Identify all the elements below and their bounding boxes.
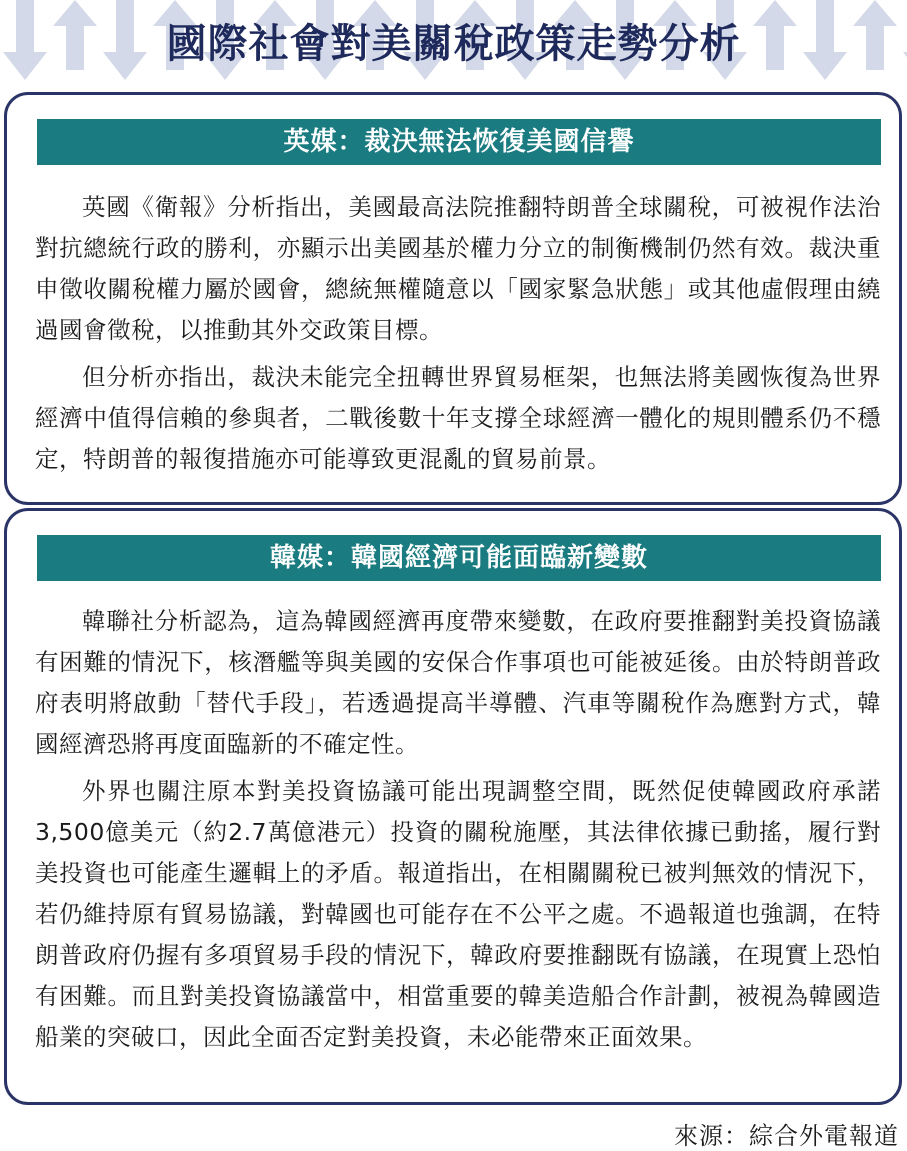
paragraph-uk-1: 英國《衛報》分析指出，美國最高法院推翻特朗普全球關稅，可被視作法治對抗總統行政的勝利，亦顯示出美國基於權力分立的制衡機制仍然有效。裁決重申徵收關稅權力屬於國會，總統無權隨意以「國家緊急狀態」或其他虛假理由繞過國會徵稅，以推動其外交政策目標。 [35, 193, 881, 344]
section-header-uk: 英媒：裁決無法恢復美國信譽 [37, 119, 881, 165]
section-uk-media [4, 92, 902, 505]
paragraph-korea-1: 韓聯社分析認為，這為韓國經濟再度帶來變數，在政府要推翻對美投資協議有困難的情況下，核潛艦等與美國的安保合作事項也可能被延後。由於特朗普政府表明將啟動「替代手段」，若透過提高半導體、汽車等關稅作為應對方式，韓國經濟恐將再度面臨新的不確定性。 [35, 607, 881, 758]
page-title: 國際社會對美關稅政策走勢分析 [166, 21, 741, 67]
section-header-korea: 韓媒：韓國經濟可能面臨新變數 [37, 535, 881, 581]
section-korea-media [4, 508, 902, 1105]
paragraph-korea-2: 外界也關注原本對美投資協議可能出現調整空間，既然促使韓國政府承諾3,500億美元（約2.7萬億港元）投資的關稅施壓，其法律依據已動搖，履行對美投資也可能產生邏輯上的矛盾。報道指出，在相關關稅已被判無效的情況下，若仍維持原有貿易協議，對韓國也可能存在不公平之處。不過報道也強調，在特朗普政府仍握有多項貿易手段的情況下，韓政府要推翻既有協議，在現實上恐怕有困難。而且對美投資協議當中，相當重要的韓美造船合作計劃，被視為韓國造船業的突破口，因此全面否定對美投資，未必能帶來正面效果。 [35, 777, 881, 1051]
paragraph-uk-2: 但分析亦指出，裁決未能完全扭轉世界貿易框架，也無法將美國恢復為世界經濟中值得信賴的參與者，二戰後數十年支撐全球經濟一體化的規則體系仍不穩定，特朗普的報復措施亦可能導致更混亂的貿易前景。 [35, 363, 881, 473]
source-credit: 來源：綜合外電報道 [674, 1122, 899, 1150]
